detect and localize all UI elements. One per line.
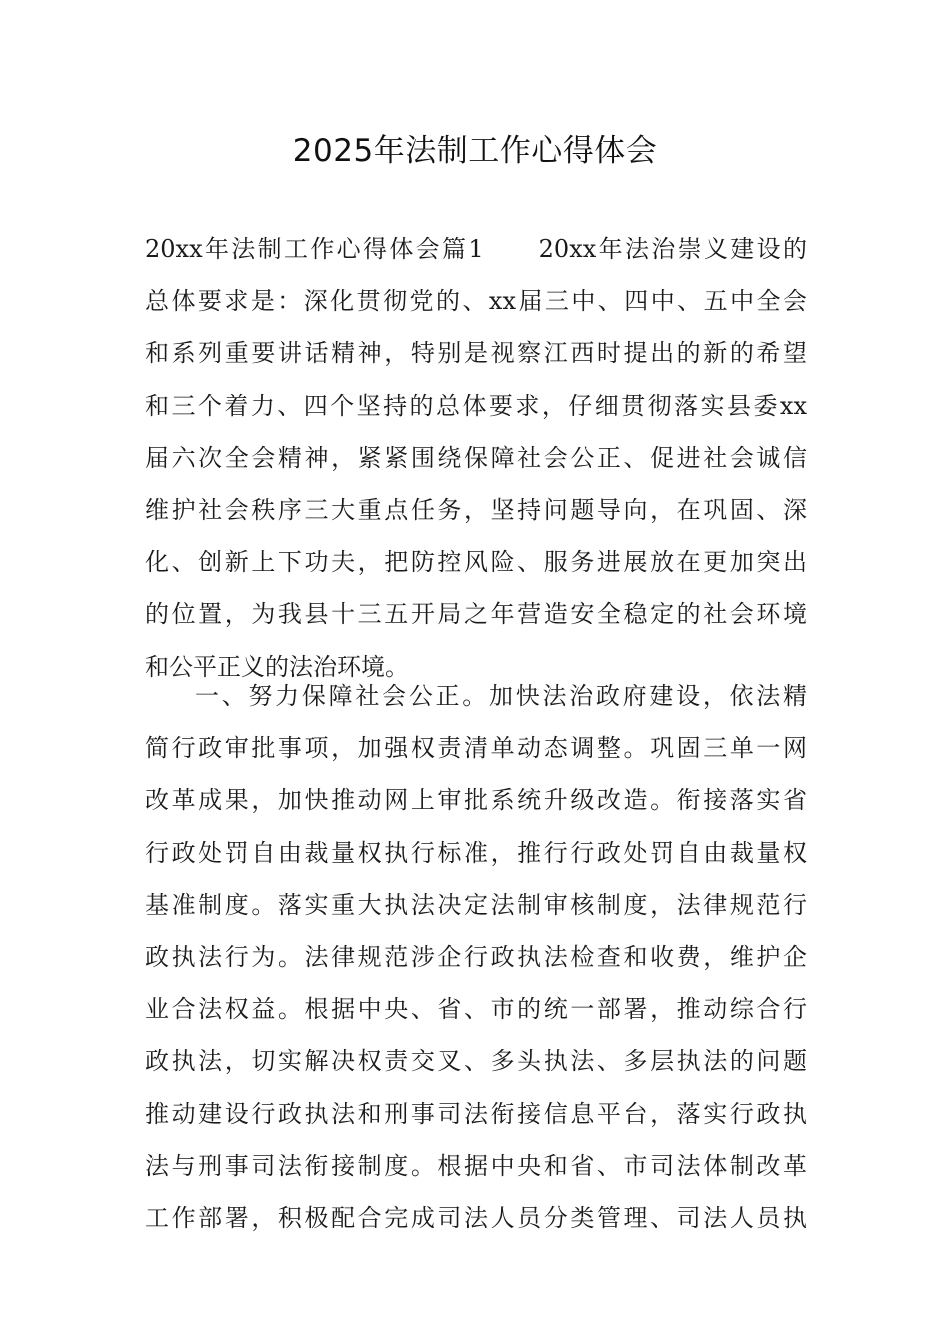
text-line: 化、创新上下功夫，把防控风险、服务进展放在更加突出 [145,548,807,577]
text-line: 工作部署，积极配合完成司法人员分类管理、司法人员执 [145,1203,807,1232]
text-line: 行政处罚自由裁量权执行标准，推行行政处罚自由裁量权 [145,838,807,867]
text-line: 一、努力保障社会公正。加快法治政府建设，依法精 [195,682,807,710]
text-line: 维护社会秩序三大重点任务，坚持问题导向，在巩固、深 [145,495,807,524]
text-line: 和三个着力、四个坚持的总体要求，仔细贯彻落实县委xx [145,391,807,420]
text-line: 和公平正义的法治环境。 [145,652,409,681]
text-line: 政执法行为。法律规范涉企行政执法检查和收费，维护企 [145,942,807,971]
text-line: 基准制度。落实重大执法决定法制审核制度，法律规范行 [145,890,807,919]
text-line: 20xx年法制工作心得体会篇1 20xx年法治崇义建设的 [145,235,807,263]
text-line: 和系列重要讲话精神，特别是视察江西时提出的新的希望 [145,339,807,368]
text-line: 业合法权益。根据中央、省、市的统一部署，推动综合行 [145,995,807,1024]
text-line: 的位置，为我县十三五开局之年营造安全稳定的社会环境 [145,600,807,629]
text-line: 政执法，切实解决权责交叉、多头执法、多层执法的问题 [145,1047,807,1076]
paragraph-intro [145,223,807,693]
paragraph-section-one [145,670,807,1244]
text-line: 法与刑事司法衔接制度。根据中央和省、市司法体制改革 [145,1151,807,1180]
text-line: 改革成果，加快推动网上审批系统升级改造。衔接落实省 [145,786,807,815]
text-line: 届六次全会精神，紧紧围绕保障社会公正、促进社会诚信 [145,443,807,472]
text-line: 推动建设行政执法和刑事司法衔接信息平台，落实行政执 [145,1099,807,1128]
text-line: 总体要求是：深化贯彻党的、xx届三中、四中、五中全会 [145,287,807,316]
document-title: 2025年法制工作心得体会 [292,133,658,169]
text-line: 简行政审批事项，加强权责清单动态调整。巩固三单一网 [145,734,807,763]
